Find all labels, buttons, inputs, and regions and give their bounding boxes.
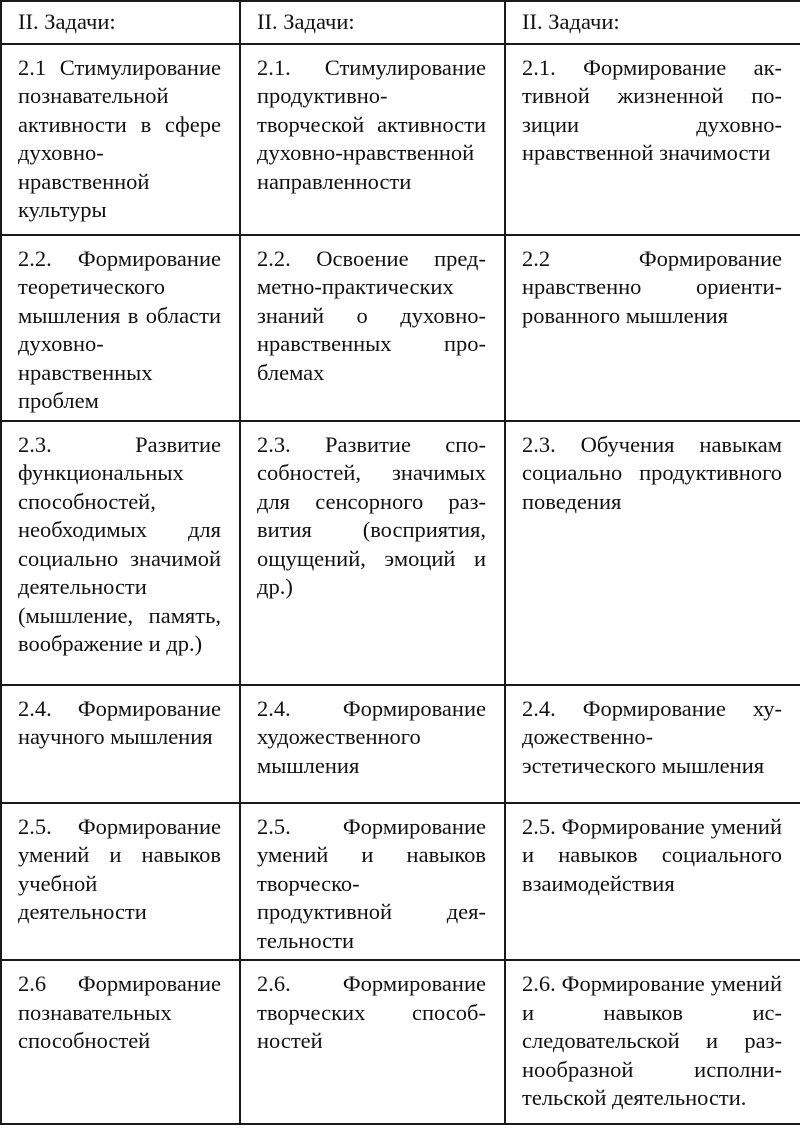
- task-cell: 2.4. Формирование художественно-эстетического мышления: [505, 685, 800, 803]
- task-cell: 2.1. Формирование активной жизненной позиции духовно-нравственной значимости: [505, 44, 800, 235]
- header-cell-3: II. Задачи:: [505, 1, 800, 44]
- task-cell: 2.3. Развитие функциональных способностей, необходимых для социально значимой деятельности (мышление, память, воображение и др.): [1, 421, 240, 685]
- header-cell-2: II. Задачи:: [240, 1, 505, 44]
- task-cell: 2.5. Формирование умений и навыков социального взаимодействия: [505, 803, 800, 961]
- task-cell: 2.6. Формирование творческих способностей: [240, 960, 505, 1124]
- task-cell: 2.5. Формирование умений и навыков творческо-продуктивной деятельности: [240, 803, 505, 961]
- task-cell: 2.5. Формирование умений и навыков учебной деятельности: [1, 803, 240, 961]
- table-row: [1, 421, 800, 685]
- task-cell: 2.3. Обучения навыкам социально продуктивного поведения: [505, 421, 800, 685]
- table-row: [1, 235, 800, 421]
- table-header-row: [1, 1, 800, 44]
- task-cell: 2.4. Формирование научного мышления: [1, 685, 240, 803]
- task-cell: 2.1. Стимулирование продуктивно-творческой активности духовно-нравственной направленности: [240, 44, 505, 235]
- table-row: [1, 44, 800, 235]
- task-cell: 2.4. Формирование художественного мышления: [240, 685, 505, 803]
- table-row: [1, 803, 800, 961]
- task-cell: 2.2. Освоение предметно-практических знаний о духовно-нравственных проблемах: [240, 235, 505, 421]
- task-cell: 2.2. Формирование теоретического мышления в области духовно-нравственных проблем: [1, 235, 240, 421]
- header-cell-1: II. Задачи:: [1, 1, 240, 44]
- task-cell: 2.3. Развитие способностей, значимых для сенсорного развития (восприятия, ощущений, эмоций и др.): [240, 421, 505, 685]
- table-row: [1, 685, 800, 803]
- table-row: [1, 960, 800, 1124]
- task-cell: 2.1 Стимулирование познавательной активности в сфере духовно-нравственной культуры: [1, 44, 240, 235]
- task-cell: 2.2 Формирование нравственно ориентированного мышления: [505, 235, 800, 421]
- task-cell: 2.6. Формирование умений и навыков исследовательской и разнообразной исполнительской деятельности.: [505, 960, 800, 1124]
- task-cell: 2.6 Формирование познавательных способностей: [1, 960, 240, 1124]
